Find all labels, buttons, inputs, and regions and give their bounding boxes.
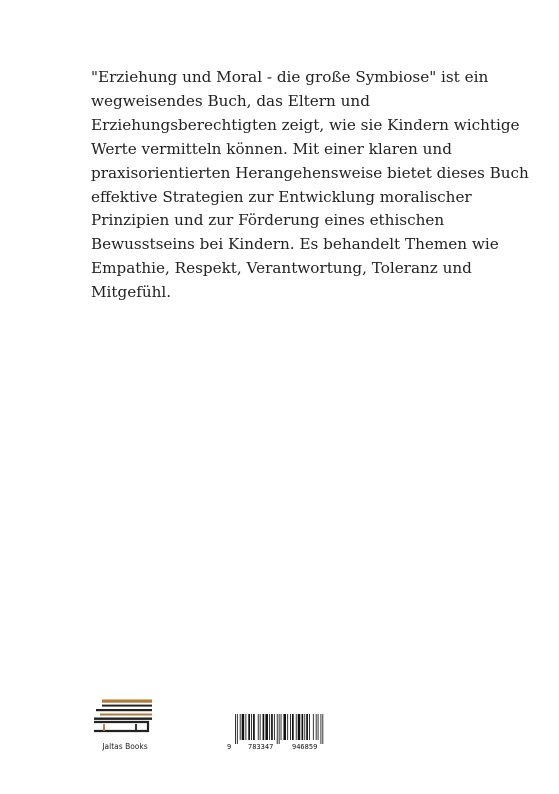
description-line: Prinzipien und zur Förderung eines ethischen: [91, 211, 445, 230]
barcode-icon: [227, 714, 332, 744]
barcode-digit-prefix: 9: [227, 743, 232, 751]
barcode-digit-group-right: 946859: [292, 743, 318, 751]
description-line: effektive Strategien zur Entwicklung moralischer: [91, 187, 472, 206]
publisher-logo: [86, 698, 166, 754]
description-line: Mitgefühl.: [91, 283, 172, 302]
description-line: "Erziehung und Moral - die große Symbiose" ist ein: [91, 68, 489, 86]
description-line: wegweisendes Buch, das Eltern und: [91, 91, 370, 110]
description-line: Empathie, Respekt, Verantwortung, Toleranz und: [91, 259, 472, 278]
isbn-barcode: [227, 714, 332, 754]
stacked-books-icon: [90, 698, 160, 738]
description-line: praxisorientierten Herangehensweise bietet dieses Buch: [91, 163, 529, 182]
barcode-digits: [227, 743, 332, 753]
description-line: Werte vermitteln können. Mit einer klaren und: [91, 139, 452, 158]
description-line: Bewusstseins bei Kindern. Es behandelt Themen wie: [91, 235, 499, 254]
barcode-digit-group-left: 783347: [248, 743, 274, 751]
book-description: [91, 66, 529, 305]
publisher-name: Jaltas Books: [102, 742, 148, 751]
description-line: Erziehungsberechtigten zeigt, wie sie Kindern wichtige: [91, 115, 520, 134]
